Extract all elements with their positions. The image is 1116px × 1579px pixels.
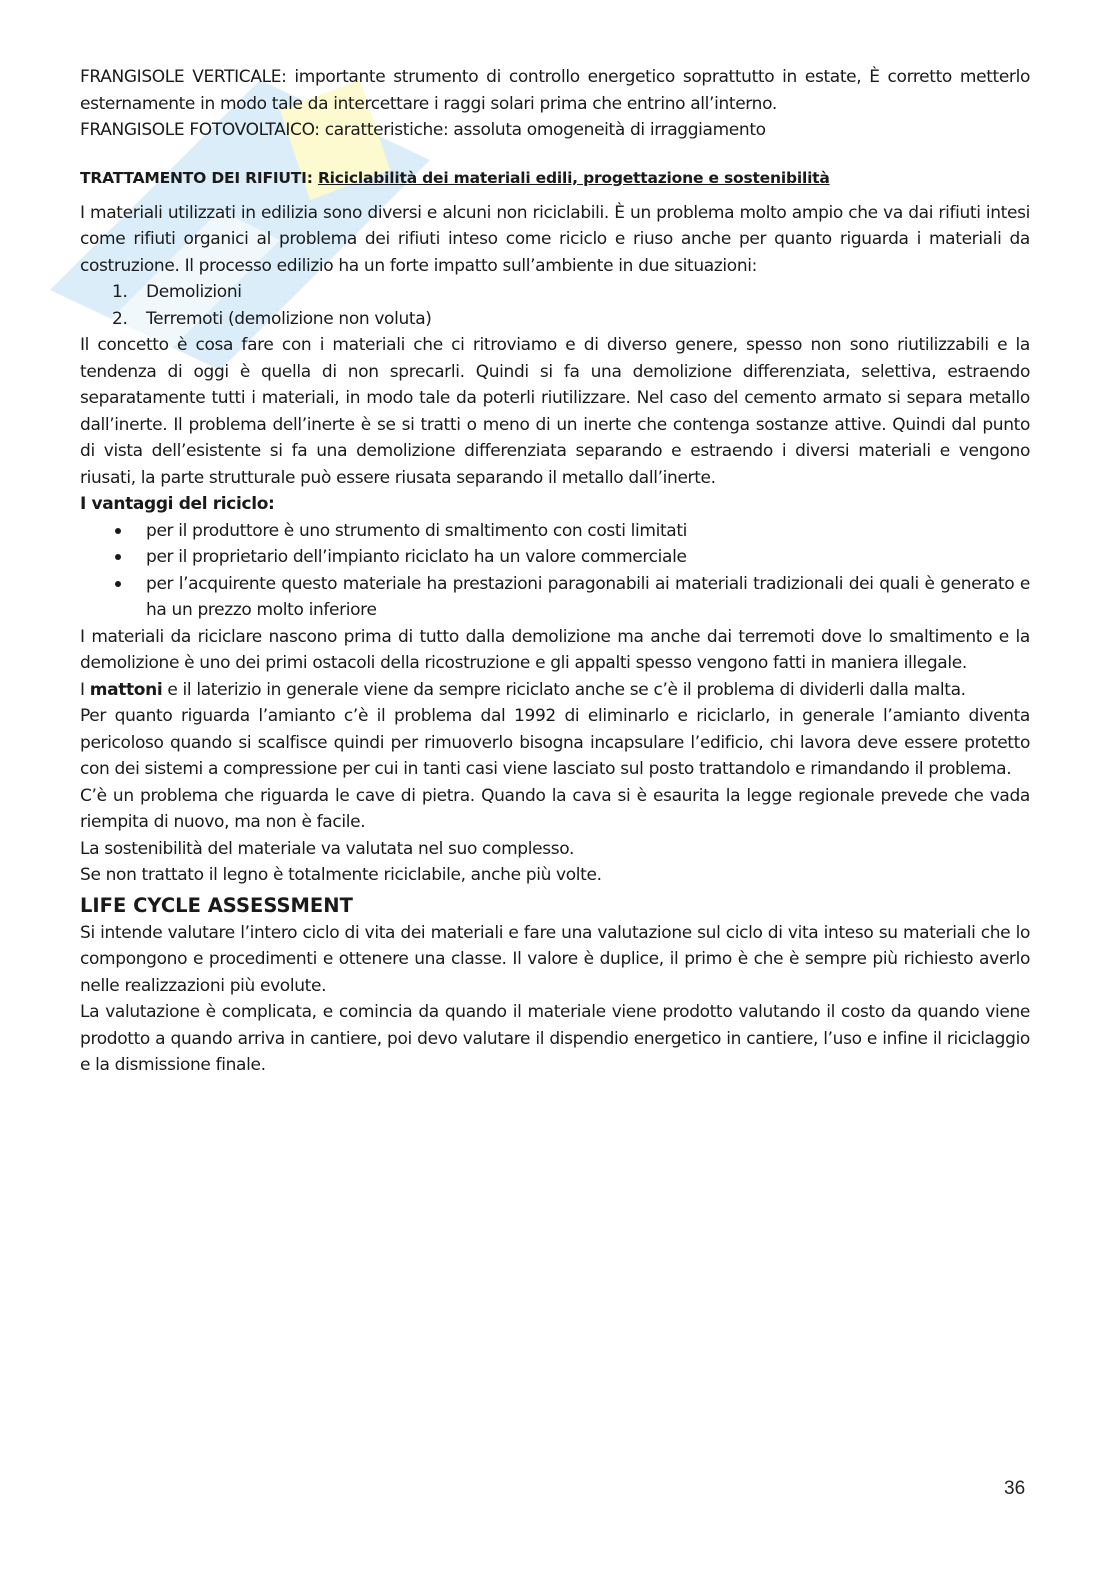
list-item-text: Terremoti (demolizione non voluta)	[146, 308, 432, 329]
bullet-dot-icon	[115, 581, 121, 587]
paragraph-intro: I materiali utilizzati in edilizia sono diversi e alcuni non riciclabili. È un problema molto ampio che va dai rifiuti intesi come rifiuti organici al problema dei rifiuti inteso come riciclo e riuso anche per quanto riguarda i materiali da costruzione. Il processo edilizio ha un forte impatto sull’ambiente in due situazioni:	[80, 202, 1030, 276]
paragraph-nascono: I materiali da riciclare nascono prima di tutto dalla demolizione ma anche dai terremoti dove lo smaltimento e la demolizione è uno dei primi ostacoli della ricostruzione e gli appalti spesso vengono fatti in maniera illegale.	[80, 626, 1030, 673]
bullet-item	[80, 544, 1030, 571]
paragraph-sostenibilita: La sostenibilità del materiale va valutata nel suo complesso.	[80, 838, 575, 859]
page-number: 36	[1004, 1478, 1026, 1499]
mattoni-bold: mattoni	[89, 679, 163, 700]
paragraph-lca-2: La valutazione è complicata, e comincia da quando il materiale viene prodotto valutando il costo da quando viene prodotto a quando arriva in cantiere, poi devo valutare il dispendio energetico in cantiere, l’uso e infine il riciclaggio e la dismissione finale.	[80, 1002, 1030, 1075]
bullet-dot-icon	[115, 528, 121, 534]
bullet-item-text: per l’acquirente questo materiale ha prestazioni paragonabili ai materiali tradizionali dei quali è generato e ha un prezzo molto inferiore	[146, 573, 1030, 620]
bullet-item	[80, 518, 1030, 545]
list-marker: 1.	[112, 282, 128, 302]
paragraph-frangisole-verticale: FRANGISOLE VERTICALE: importante strumento di controllo energetico soprattutto in estate, È corretto metterlo esternamente in modo tale da intercettare i raggi solari prima che entrino all’interno.	[80, 67, 1030, 114]
list-item	[80, 306, 1030, 333]
bullet-dot-icon	[115, 554, 121, 560]
vantaggi-title: I vantaggi del riciclo:	[80, 494, 275, 514]
list-item	[80, 279, 1030, 306]
paragraph-cave: C’è un problema che riguarda le cave di pietra. Quando la cava si è esaurita la legge regionale prevede che vada riempita di nuovo, ma non è facile.	[80, 785, 1030, 832]
paragraph-concetto: Il concetto è cosa fare con i materiali che ci ritroviamo e di diverso genere, spesso non sono riutilizzabili e la tendenza di oggi è quella di non sprecarli. Quindi si fa una demolizione differenziata, selettiva, estraendo separatamente tutti i materiali, in modo tale da poterli riutilizzare. Nel caso del cemento armato si separa metallo dall’inerte. Il problema dell’inerte è se si tratti o meno di un inerte che contenga sostanze attive. Quindi dal punto di vista dell’esistente si fa una demolizione differenziata separando e estraendo i diversi materiali e vengono riusati, la parte strutturale può essere riusata separando il metallo dall’inerte.	[80, 335, 1030, 488]
list-marker: 2.	[112, 308, 128, 329]
bullet-item-text: per il produttore è uno strumento di smaltimento con costi limitati	[146, 520, 688, 541]
bullet-item	[80, 571, 1030, 624]
bullet-list	[80, 518, 1030, 624]
paragraph-legno: Se non trattato il legno è totalmente riciclabile, anche più volte.	[80, 865, 602, 885]
paragraph-amianto: Per quanto riguarda l’amianto c’è il problema dal 1992 di eliminarlo e riciclarlo, in generale l’amianto diventa pericoloso quando si scalfisce quindi per rimuoverlo bisogna incapsulare l’edificio, chi lavora deve essere protetto con dei sistemi a compressione per cui in tanti casi viene lasciato sul posto trattandolo e rimandando il problema.	[80, 706, 1030, 779]
paragraph-frangisole-fotovoltaico: FRANGISOLE FOTOVOLTAICO: caratteristiche: assoluta omogeneità di irraggiamento	[80, 120, 766, 140]
heading-underlined: Riciclabilità dei materiali edili, progettazione e sostenibilità	[317, 168, 830, 187]
mattoni-pre: I	[80, 679, 90, 700]
paragraph-mattoni	[80, 677, 1030, 704]
section-heading-lca: LIFE CYCLE ASSESSMENT	[80, 893, 353, 917]
heading-prefix: TRATTAMENTO DEI RIFIUTI:	[80, 168, 313, 187]
numbered-list	[80, 279, 1030, 332]
bullet-item-text: per il proprietario dell’impianto riciclato ha un valore commerciale	[146, 547, 687, 567]
document-page	[80, 64, 1030, 1079]
list-item-text: Demolizioni	[146, 282, 242, 302]
mattoni-post: e il laterizio in generale viene da sempre riciclato anche se c’è il problema di dividerli dalla malta.	[162, 679, 966, 700]
section-heading-rifiuti	[80, 169, 1030, 187]
paragraph-lca-1: Si intende valutare l’intero ciclo di vita dei materiali e fare una valutazione sul ciclo di vita inteso su materiali che lo compongono e procedimenti e ottenere una classe. Il valore è duplice, il primo è che è sempre più richiesto averlo nelle realizzazioni più evolute.	[80, 922, 1030, 996]
